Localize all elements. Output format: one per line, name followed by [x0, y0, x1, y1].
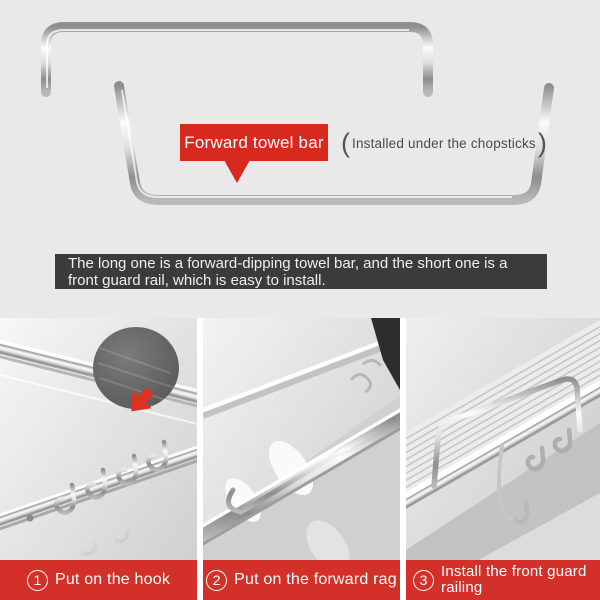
step-panel-3	[406, 318, 600, 600]
guard-rail-photo-illustration	[406, 318, 600, 600]
step-1-label: Put on the hook	[54, 571, 171, 588]
step-panel-2	[203, 318, 400, 600]
step-1-banner	[0, 560, 197, 600]
step-3-label: Install the front guard railing	[441, 563, 587, 596]
callout-forward-towel-bar	[180, 124, 328, 161]
rail-hole	[27, 515, 34, 522]
paren-close: )	[537, 128, 547, 158]
callout-label: Forward towel bar	[184, 132, 324, 152]
caption-line-2: front guard rail, which is easy to install.	[68, 271, 326, 289]
step-2-number: 2	[206, 570, 227, 591]
install-note-text: Installed under the chopsticks	[352, 136, 536, 151]
install-note	[341, 129, 547, 157]
towel-bars-illustration	[0, 0, 600, 240]
step-2-label: Put on the forward rag	[234, 571, 397, 588]
short-guard-rail-icon	[46, 27, 428, 92]
hook-photo-illustration	[0, 318, 197, 600]
step-panel-1	[0, 318, 197, 600]
caption-line-1: The long one is a forward-dipping towel bar, and the short one is a	[68, 255, 508, 272]
step-panels	[0, 318, 600, 600]
step-2-banner	[203, 560, 400, 600]
down-triangle-pointer-icon	[224, 160, 250, 183]
step-1-number: 1	[27, 570, 48, 591]
caption-banner	[55, 254, 547, 289]
step-3-number: 3	[413, 570, 434, 591]
paren-open: (	[341, 128, 350, 158]
towel-bar-photo-illustration	[203, 318, 400, 600]
step-3-banner	[406, 560, 600, 600]
